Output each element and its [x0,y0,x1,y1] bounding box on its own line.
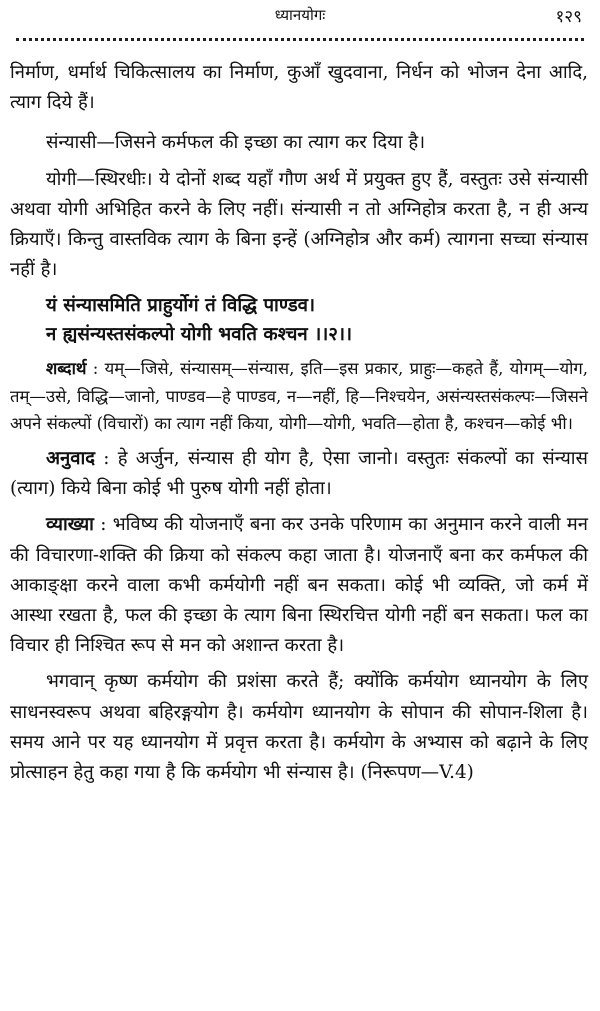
running-title: ध्यानयोगः [274,6,326,24]
dotted-divider [16,38,584,41]
page-number: १२९ [555,7,582,27]
commentary-paragraph [10,510,588,661]
sanskrit-verse [46,291,588,349]
page-header [14,4,586,30]
page-body [10,58,588,788]
verse-line-1: यं संन्यासमिति प्राहुर्योगं तं विद्धि पाण्डव। [46,295,316,317]
translation-paragraph [10,444,588,504]
translation-text: : हे अर्जुन, संन्यास ही योग है, ऐसा जानो। वस्तुतः संकल्पों का संन्यास (त्याग) किये बिना कोई भी पुरुष योगी नहीं होता। [10,447,588,500]
commentary-label: व्याख्या [46,514,94,536]
word-meaning-paragraph [10,355,588,438]
paragraph-yogi: योगी—स्थिरधीः। ये दोनों शब्द यहाँ गौण अर्थ में प्रयुक्त हुए हैं, वस्तुतः उसे संन्यासी अथवा योगी अभिहित करने के लिए नहीं। संन्यासी न तो अग्निहोत्र करता है, न ही अन्य क्रियाएँ। किन्तु वास्तविक त्याग के बिना इन्हें (अग्निहोत्र और कर्म) त्यागना सच्चा संन्यास नहीं है। [10,168,588,281]
spacer [10,118,588,128]
verse-line-2: न ह्यसंन्यस्तसंकल्पो योगी भवति कश्चन ।।२।। [46,324,353,346]
word-meaning-label: शब्दार्थ [46,358,87,379]
paragraph-karmayoga: भगवान् कृष्ण कर्मयोग की प्रशंसा करते हैं; क्योंकि कर्मयोग ध्यानयोग के लिए साधनस्वरूप अथवा बहिरङ्गयोग है। कर्मयोग ध्यानयोग के सोपान की सोपान-शिला है। समय आने पर यह ध्यानयोग में प्रवृत्त करता है। कर्मयोग के अभ्यास को बढ़ाने के लिए प्रोत्साहन हेतु कहा गया है कि कर्मयोग भी संन्यास है। (निरूपण—V.4) [10,671,588,783]
commentary-text: : भविष्य की योजनाएँ बना कर उनके परिणाम का अनुमान करने वाली मन की विचारणा-शक्ति की क्रिया को संकल्प कहा जाता है। योजनाएँ बना कर कर्मफल की आकाङ्क्षा करने वाला कभी कर्मयोगी नहीं बन सकता। कोई भी व्यक्ति, जो कर्म में आस्था रखता है, फल की इच्छा के त्याग बिना स्थिरचित्त योगी नहीं बन सकता। फल का विचार ही निश्चित रूप से मन को अशान्त करता है। [10,514,588,657]
paragraph-sannyasi: संन्यासी—जिसने कर्मफल की इच्छा का त्याग कर दिया है। [46,132,426,154]
paragraph-continuation: निर्माण, धर्मार्थ चिकित्सालय का निर्माण, कुआँ खुदवाना, निर्धन को भोजन देना आदि, त्याग दिये हैं। [10,62,588,114]
translation-label: अनुवाद [46,447,96,469]
word-meaning-text: : यम्—जिसे, संन्यासम्—संन्यास, इति—इस प्रकार, प्राहुः—कहते हैं, योगम्—योग, तम्—उसे, विद्धि—जानो, पाण्डव—हे पाण्डव, न—नहीं, हि—निश्चयेन, असंन्यस्तसंकल्पः—जिसने अपने संकल्पों (विचारों) का त्याग नहीं किया, योगी—योगी, भवति—होता है, कश्चन—कोई भी। [10,359,588,434]
